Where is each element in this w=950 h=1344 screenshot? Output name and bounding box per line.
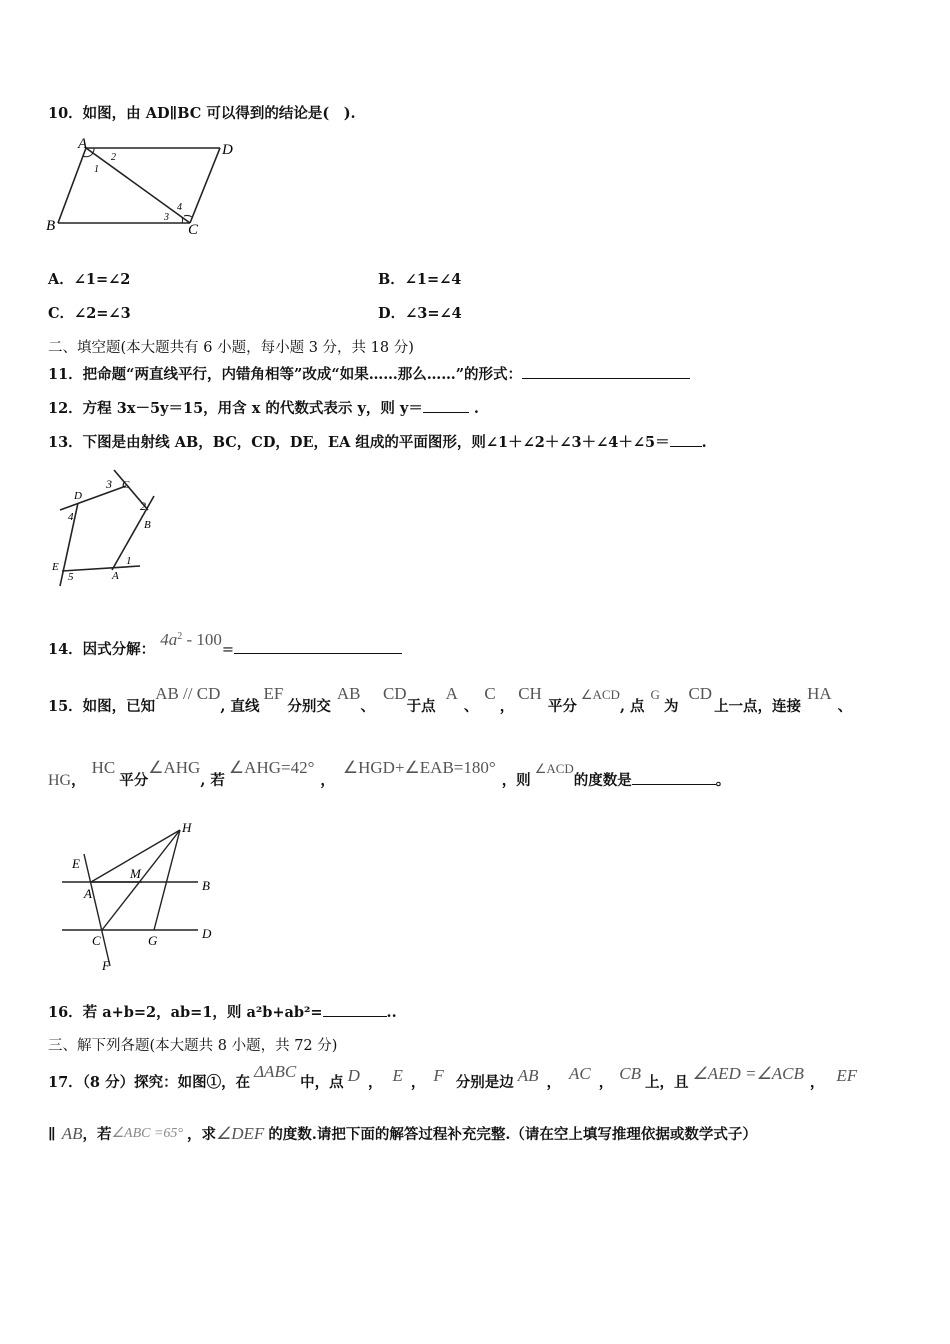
q17-parallel-symbol: ∥ [48,1126,56,1143]
q16 [48,1002,397,1023]
q14-expr-sup: 2 [177,631,183,642]
q15-ch: CH [518,684,542,703]
q14-expr-rest: - 100 [182,629,222,649]
q15-text-15: , 若 [200,772,225,789]
q10-label-B: B [46,218,56,234]
q17-text-6: ， [546,1074,562,1091]
q13-label-E: E [52,561,59,573]
q15-ab-parallel-cd: AB // CD [155,684,221,703]
q15-text-5: 于点 [406,698,436,715]
q17-triangle-abc: ΔABC [254,1062,297,1081]
q13-angle-4: 4 [68,511,74,523]
q17-text-7: ， [598,1074,614,1091]
q15-text-8: 平分 [547,698,577,715]
q15-hc: HC [91,758,116,777]
q15-angle-acd: ∠ACD [580,687,620,702]
q15-hg: HG [48,772,72,789]
q17-line2 [48,1124,757,1146]
q12 [48,398,479,419]
q12-end: . [473,400,479,417]
q10-label-C: C [188,222,199,238]
q15-ab: AB [336,684,361,703]
q10-option-B: B．∠1=∠4 [378,271,462,288]
q15-fig-label-H: H [182,820,192,835]
q17-text-10: ，若 [82,1126,112,1143]
q15-a: A [445,684,458,703]
q11-answer-blank [522,364,690,379]
q17-line1 [48,1062,858,1093]
q17-text-11: ，求 [187,1126,217,1143]
q13-label-C: C [122,479,130,491]
q17-angle-def: ∠DEF [216,1124,265,1143]
q15-ef: EF [263,684,284,703]
q15-text-12: 、 [837,698,853,715]
q15-cd-2: CD [688,684,713,703]
q15-text-13: ， [71,772,86,789]
q10-angle-4: 4 [177,202,182,213]
q13-label-D: D [74,490,82,502]
q17-ab: AB [517,1066,539,1085]
q15-text-11: 上一点，连接 [714,698,802,715]
q10-angle-3: 3 [164,212,169,223]
q15-text-4: 、 [360,698,375,715]
q15-cd: CD [382,684,407,703]
q15-line1 [48,684,853,717]
q12-text: 12．方程 3x－5y＝15，用含 x 的代数式表示 y，则 y＝ [48,400,423,417]
q15-text-10: 为 [663,698,679,715]
q15-angle-sum-180: ∠HGD+∠EAB=180° [342,758,496,777]
q10-option-A: A．∠1=∠2 [48,271,131,288]
q17-angle-abc-65: ∠ABC =65° [111,1126,184,1141]
q14 [48,629,402,660]
q17-d: D [347,1066,360,1085]
q13-angle-1: 1 [126,555,132,567]
q11 [48,364,690,385]
q13-angle-5: 5 [68,571,74,583]
q15-text-17: ，则 [501,772,531,789]
q15-text-2: , 直线 [220,698,260,715]
q13-angle-3: 3 [106,477,112,491]
q15-fig-label-B: B [202,878,210,893]
q15-fig-label-A: A [84,886,92,901]
q12-answer-blank [423,398,469,413]
q14-expr-base: 4a [160,629,178,649]
section-2-heading: 二、填空题(本大题共有 6 小题，每小题 3 分，共 18 分) [48,340,414,356]
q13-label-A: A [112,570,119,582]
q15-angle-ahg-42: ∠AHG=42° [228,758,315,777]
q17-text-5: 分别是边 [455,1074,514,1091]
q17-text-2: 中，点 [300,1074,344,1091]
q17-text-8: 上，且 [644,1074,689,1091]
q14-prefix: 14．因式分解： [48,640,156,658]
q17-text-9: ， [809,1074,825,1091]
q10-angle-1: 1 [94,164,99,175]
q15-text-14: 平分 [119,772,149,789]
q13 [48,432,707,453]
q15-figure [58,818,228,976]
q14-answer-blank [234,639,402,654]
q15-g: G [650,687,660,702]
q10-stem: 10．如图，由 AD∥BC 可以得到的结论是( ). [48,105,356,122]
q16-end: .. [386,1004,397,1021]
q13-figure [48,466,168,591]
q15-fig-label-F: F [102,958,110,973]
q15-text-3: 分别交 [287,698,331,715]
q10-option-D: D．∠3=∠4 [378,305,462,322]
q16-text: 16．若 a+b=2，ab=1，则 a²b+ab²= [48,1004,323,1021]
q10-angle-2: 2 [111,152,116,163]
q15-c: C [484,684,496,703]
q10-option-C: C．∠2=∠3 [48,305,131,322]
q15-answer-blank [632,770,716,785]
q17-cb: CB [619,1064,641,1083]
q17-text-3: ， [367,1074,383,1091]
q17-e: E [392,1066,403,1085]
q13-angle-2: 2 [140,499,146,513]
q15-fig-label-D: D [202,926,212,941]
q10-figure [40,136,250,241]
q10-label-D: D [222,142,233,158]
q15-text-7: ， [499,698,515,715]
q15-fig-label-G: G [148,933,158,948]
q15-text-1: 15．如图，已知 [48,698,156,715]
q15-text-16: ， [320,772,335,789]
q15-fig-label-E: E [72,856,80,871]
q17-text-12: 的度数.请把下面的解答过程补充完整.（请在空上填写推理依据或数学式子） [268,1126,757,1143]
section-3-heading: 三、解下列各题(本大题共 8 小题，共 72 分) [48,1038,338,1054]
q15-line2 [48,758,731,791]
q14-eq: = [221,641,235,658]
q17-f: F [433,1066,444,1085]
q13-end: . [701,434,707,451]
q13-text: 13．下图是由射线 AB，BC，CD，DE，EA 组成的平面图形，则∠1＋∠2＋∠3＋∠4＋∠5＝ [48,434,670,451]
q15-angle-acd-2: ∠ACD [534,761,574,776]
q11-text: 11．把命题“两直线平行，内错角相等”改成“如果……那么……”的形式： [48,366,523,383]
q15-fig-label-C: C [92,933,101,948]
q16-answer-blank [323,1002,387,1017]
q15-fig-label-M: M [130,866,141,881]
q15-angle-ahg: ∠AHG [148,758,201,777]
q15-text-6: 、 [463,698,479,715]
q15-ha: HA [807,684,832,703]
q15-text-9: , 点 [619,698,645,715]
q15-end: 。 [715,772,731,789]
q17-text-1: 17．（8 分）探究：如图①，在 [48,1074,251,1091]
q17-ac: AC [569,1064,591,1083]
q10-label-A: A [78,136,88,152]
q17-angle-aed-acb: ∠AED =∠ACB [692,1064,804,1083]
q17-ab-2: AB [61,1124,83,1143]
q17-ef: EF [836,1066,858,1085]
q14-expression [160,629,222,649]
q13-answer-blank [670,432,702,447]
q15-text-18: 的度数是 [573,772,632,789]
q17-text-4: ， [410,1074,426,1091]
q13-label-B: B [144,519,151,531]
